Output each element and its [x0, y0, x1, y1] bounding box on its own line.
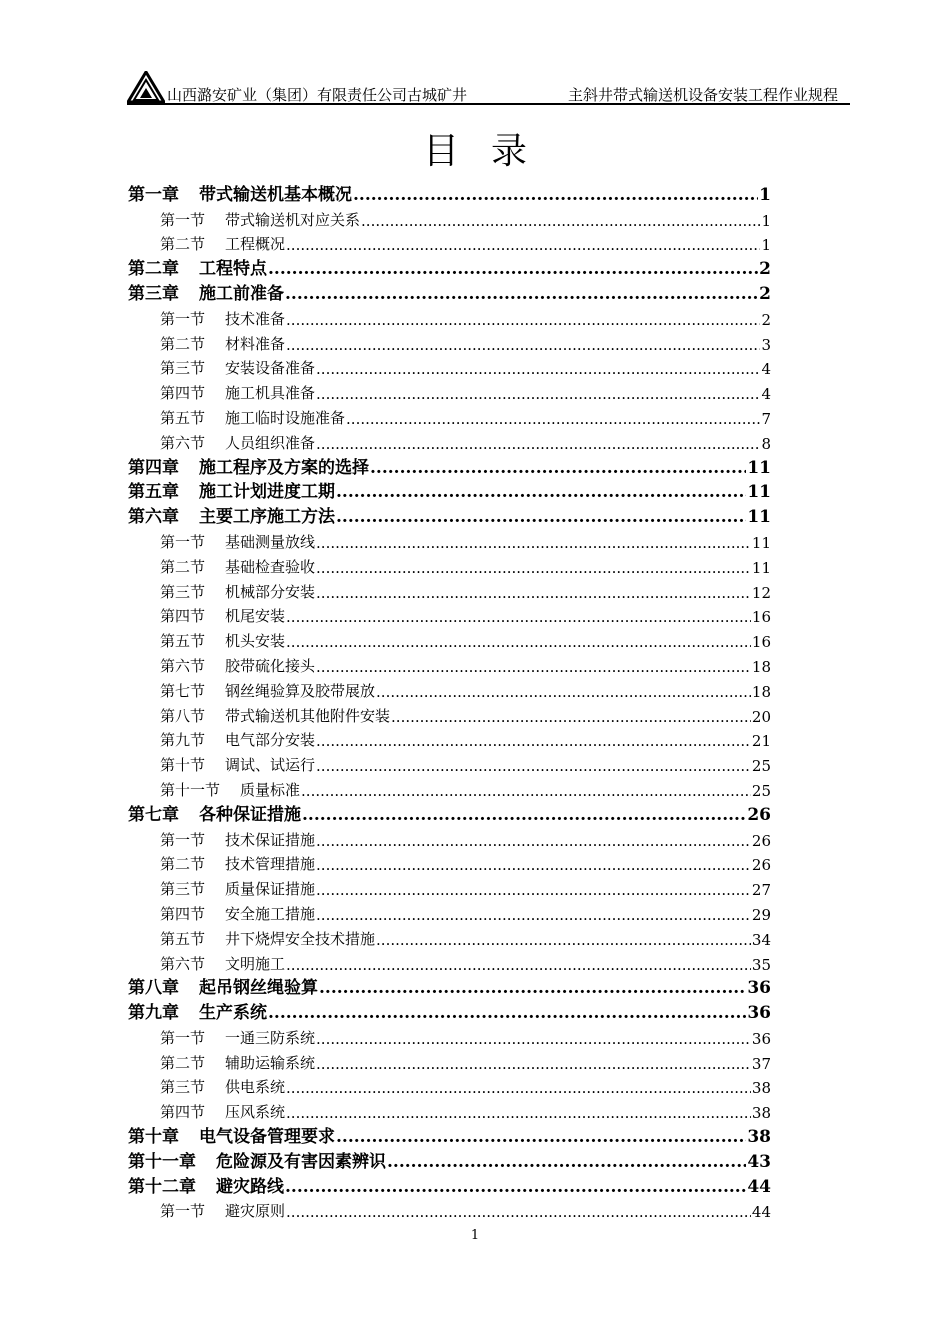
- toc-section-entry[interactable]: [128, 626, 771, 651]
- toc-section-entry[interactable]: [128, 577, 771, 602]
- toc-dot-leader: [286, 336, 760, 354]
- toc-dot-leader: [361, 212, 760, 230]
- toc-entry-number: 第九章: [128, 1003, 179, 1024]
- toc-dot-leader: [286, 956, 751, 974]
- toc-entry-number: 第一节: [160, 309, 206, 328]
- toc-page-number: 29: [751, 905, 771, 924]
- toc-chapter-entry[interactable]: [128, 1122, 771, 1147]
- toc-entry-title: 质量标准: [240, 780, 301, 799]
- toc-dot-leader: [316, 881, 751, 899]
- toc-dot-leader: [316, 906, 751, 924]
- toc-page-number: 12: [751, 583, 771, 602]
- toc-entry-title: 钢丝绳验算及胶带展放: [225, 681, 376, 700]
- toc-dot-leader: [336, 482, 746, 502]
- toc-section-entry[interactable]: [128, 701, 771, 726]
- toc-entry-title: 避灾路线: [216, 1176, 284, 1197]
- toc-entry-number: 第三节: [160, 582, 206, 601]
- toc-entry-title: 辅助运输系统: [225, 1053, 316, 1072]
- toc-chapter-entry[interactable]: [128, 1147, 771, 1172]
- toc-chapter-entry[interactable]: [128, 800, 771, 825]
- toc-entry-title: 机尾安装: [225, 607, 286, 626]
- toc-page-number: 11: [751, 533, 771, 552]
- toc-dot-leader: [316, 385, 760, 403]
- toc-entry-number: 第二节: [160, 334, 206, 353]
- toc-entry-number: 第三章: [128, 283, 179, 304]
- toc-entry-number: 第六章: [128, 507, 179, 528]
- toc-page-number: 2: [759, 283, 771, 304]
- toc-section-entry[interactable]: [128, 726, 771, 751]
- toc-section-entry[interactable]: [128, 924, 771, 949]
- toc-entry-title: 压风系统: [225, 1103, 286, 1122]
- toc-entry-title: 各种保证措施: [199, 804, 301, 825]
- toc-entry-title: 技术准备: [225, 309, 286, 328]
- toc-entry-title: 带式输送机其他附件安装: [225, 706, 391, 725]
- toc-entry-number: 第六节: [160, 656, 206, 675]
- toc-entry-title: 材料准备: [225, 334, 286, 353]
- toc-page-number: 34: [751, 930, 771, 949]
- toc-dot-leader: [370, 458, 746, 478]
- toc-page-number: 11: [747, 507, 771, 528]
- toc-section-entry[interactable]: [128, 552, 771, 577]
- toc-page-number: 18: [751, 657, 771, 676]
- toc-entry-title: 施工临时设施准备: [225, 408, 346, 427]
- toc-section-entry[interactable]: [128, 428, 771, 453]
- toc-dot-leader: [316, 658, 751, 676]
- toc-section-entry[interactable]: [128, 205, 771, 230]
- toc-page-number: 1: [759, 184, 771, 205]
- toc-dot-leader: [316, 1030, 751, 1048]
- toc-entry-number: 第四节: [160, 1103, 206, 1122]
- toc-page-number: 44: [747, 1176, 771, 1197]
- toc-entry-title: 一通三防系统: [225, 1028, 316, 1047]
- toc-page-number: 36: [751, 1029, 771, 1048]
- toc-entry-number: 第四章: [128, 457, 179, 478]
- toc-entry-title: 井下烧焊安全技术措施: [225, 929, 376, 948]
- toc-dot-leader: [301, 782, 751, 800]
- toc-entry-number: 第三节: [160, 1078, 206, 1097]
- toc-entry-number: 第一节: [160, 1202, 206, 1221]
- toc-entry-number: 第二节: [160, 557, 206, 576]
- toc-page-number: 8: [761, 434, 771, 453]
- toc-page-number: 4: [761, 360, 771, 379]
- toc-entry-number: 第五章: [128, 482, 179, 503]
- toc-entry-number: 第六节: [160, 433, 206, 452]
- toc-dot-leader: [316, 856, 751, 874]
- toc-dot-leader: [316, 435, 760, 453]
- toc-section-entry[interactable]: [128, 1073, 771, 1098]
- toc-dot-leader: [286, 633, 751, 651]
- toc-page-number: 38: [751, 1079, 771, 1098]
- toc-dot-leader: [285, 284, 758, 304]
- toc-page-number: 7: [761, 409, 771, 428]
- toc-page-number: 18: [751, 682, 771, 701]
- toc-entry-number: 第五节: [160, 929, 206, 948]
- toc-dot-leader: [316, 757, 751, 775]
- toc-entry-title: 危险源及有害因素辨识: [216, 1151, 386, 1172]
- toc-page-number: 37: [751, 1054, 771, 1073]
- toc-entry-number: 第五节: [160, 632, 206, 651]
- toc-entry-number: 第六节: [160, 954, 206, 973]
- toc-entry-title: 机头安装: [225, 632, 286, 651]
- toc-entry-title: 基础测量放线: [225, 532, 316, 551]
- toc-dot-leader: [336, 1127, 746, 1147]
- toc-dot-leader: [285, 1177, 746, 1197]
- page-number: 1: [470, 1228, 480, 1243]
- toc-page-number: 2: [759, 259, 771, 280]
- toc-entry-title: 机械部分安装: [225, 582, 316, 601]
- company-name: 山西潞安矿业（集团）有限责任公司古城矿井: [167, 86, 468, 104]
- toc-page-number: 4: [761, 385, 771, 404]
- toc-page-number: 3: [761, 335, 771, 354]
- toc-section-entry[interactable]: [128, 651, 771, 676]
- toc-entry-title: 避灾原则: [225, 1202, 286, 1221]
- toc-section-entry[interactable]: [128, 825, 771, 850]
- toc-entry-number: 第七章: [128, 804, 179, 825]
- toc-page-number: 35: [751, 955, 771, 974]
- toc-section-entry[interactable]: [128, 676, 771, 701]
- toc-entry-number: 第八章: [128, 978, 179, 999]
- toc-dot-leader: [286, 1104, 751, 1122]
- toc-page-number: 38: [747, 1127, 771, 1148]
- toc-dot-leader: [286, 236, 760, 254]
- toc-page-number: 36: [747, 978, 771, 999]
- toc-dot-leader: [346, 410, 760, 428]
- toc-dot-leader: [316, 360, 760, 378]
- toc-page-number: 38: [751, 1104, 771, 1123]
- header-rule: [127, 103, 850, 105]
- toc-entry-number: 第二章: [128, 259, 179, 280]
- toc-chapter-entry[interactable]: [128, 279, 771, 304]
- toc-entry-number: 第十一章: [128, 1151, 196, 1172]
- toc-section-entry[interactable]: [128, 354, 771, 379]
- toc-chapter-entry[interactable]: [128, 502, 771, 527]
- toc-dot-leader: [286, 1079, 751, 1097]
- toc-entry-title: 调试、试运行: [225, 756, 316, 775]
- toc-page-number: 36: [747, 1003, 771, 1024]
- toc-page-number: 43: [747, 1151, 771, 1172]
- toc-entry-title: 质量保证措施: [225, 880, 316, 899]
- toc-section-entry[interactable]: [128, 527, 771, 552]
- toc-dot-leader: [376, 931, 751, 949]
- toc-entry-number: 第一节: [160, 830, 206, 849]
- toc-entry-number: 第十一节: [160, 780, 221, 799]
- toc-section-entry[interactable]: [128, 1197, 771, 1222]
- toc-section-entry[interactable]: [128, 750, 771, 775]
- toc-dot-leader: [268, 259, 758, 279]
- toc-dot-leader: [316, 732, 751, 750]
- toc-dot-leader: [391, 708, 751, 726]
- toc-entry-title: 施工前准备: [199, 283, 284, 304]
- toc-section-entry[interactable]: [128, 1023, 771, 1048]
- toc-entry-number: 第十节: [160, 756, 206, 775]
- toc-dot-leader: [316, 832, 751, 850]
- toc-section-entry[interactable]: [128, 775, 771, 800]
- toc-page-number: 11: [751, 558, 771, 577]
- toc-section-entry[interactable]: [128, 304, 771, 329]
- toc-entry-title: 施工机具准备: [225, 384, 316, 403]
- toc-entry-title: 工程特点: [199, 259, 267, 280]
- toc-section-entry[interactable]: [128, 949, 771, 974]
- toc-entry-number: 第四节: [160, 904, 206, 923]
- toc-entry-title: 技术管理措施: [225, 855, 316, 874]
- toc-dot-leader: [302, 805, 746, 825]
- toc-page-number: 26: [751, 856, 771, 875]
- toc-dot-leader: [316, 584, 751, 602]
- toc-entry-number: 第三节: [160, 880, 206, 899]
- toc-entry-title: 主要工序施工方法: [199, 507, 335, 528]
- toc-entry-title: 安装设备准备: [225, 359, 316, 378]
- toc-entry-number: 第五节: [160, 408, 206, 427]
- toc-entry-number: 第八节: [160, 706, 206, 725]
- table-of-contents: [128, 180, 771, 1221]
- toc-page-number: 25: [751, 781, 771, 800]
- toc-dot-leader: [316, 559, 751, 577]
- toc-entry-title: 工程概况: [225, 235, 286, 254]
- toc-section-entry[interactable]: [128, 899, 771, 924]
- toc-entry-title: 安全施工措施: [225, 904, 316, 923]
- toc-chapter-entry[interactable]: [128, 478, 771, 503]
- toc-section-entry[interactable]: [128, 230, 771, 255]
- toc-chapter-entry[interactable]: [128, 180, 771, 205]
- toc-chapter-entry[interactable]: [128, 254, 771, 279]
- toc-entry-title: 人员组织准备: [225, 433, 316, 452]
- toc-entry-title: 胶带硫化接头: [225, 656, 316, 675]
- toc-dot-leader: [286, 1203, 751, 1221]
- toc-chapter-entry[interactable]: [128, 453, 771, 478]
- toc-section-entry[interactable]: [128, 602, 771, 627]
- toc-entry-title: 起吊钢丝绳验算: [199, 978, 318, 999]
- toc-entry-title: 电气设备管理要求: [199, 1127, 335, 1148]
- toc-entry-number: 第一章: [128, 184, 179, 205]
- toc-entry-number: 第一节: [160, 1028, 206, 1047]
- toc-entry-number: 第二节: [160, 235, 206, 254]
- toc-dot-leader: [286, 608, 751, 626]
- toc-entry-number: 第三节: [160, 359, 206, 378]
- toc-entry-number: 第二节: [160, 1053, 206, 1072]
- toc-entry-number: 第七节: [160, 681, 206, 700]
- toc-dot-leader: [376, 683, 751, 701]
- toc-dot-leader: [268, 1003, 746, 1023]
- company-logo-icon: [127, 71, 165, 103]
- toc-page-number: 16: [751, 633, 771, 652]
- toc-entry-number: 第十二章: [128, 1176, 196, 1197]
- toc-chapter-entry[interactable]: [128, 974, 771, 999]
- toc-dot-leader: [286, 311, 760, 329]
- toc-dot-leader: [336, 507, 746, 527]
- toc-section-entry[interactable]: [128, 874, 771, 899]
- toc-page-number: 26: [751, 831, 771, 850]
- toc-page-number: 16: [751, 608, 771, 627]
- toc-entry-title: 供电系统: [225, 1078, 286, 1097]
- toc-entry-title: 带式输送机对应关系: [225, 210, 361, 229]
- toc-entry-number: 第二节: [160, 855, 206, 874]
- toc-section-entry[interactable]: [128, 329, 771, 354]
- toc-entry-number: 第一节: [160, 532, 206, 551]
- toc-entry-title: 施工计划进度工期: [199, 482, 335, 503]
- toc-page-number: 44: [751, 1203, 771, 1222]
- toc-page-number: 27: [751, 881, 771, 900]
- toc-title: 目录: [422, 131, 559, 172]
- toc-entry-number: 第一节: [160, 210, 206, 229]
- toc-entry-number: 第四节: [160, 384, 206, 403]
- toc-section-entry[interactable]: [128, 1097, 771, 1122]
- page-header: [127, 68, 850, 104]
- toc-page-number: 20: [751, 707, 771, 726]
- toc-chapter-entry[interactable]: [128, 1172, 771, 1197]
- toc-dot-leader: [316, 1055, 751, 1073]
- toc-page-number: 2: [761, 310, 771, 329]
- toc-entry-title: 带式输送机基本概况: [199, 184, 352, 205]
- toc-entry-title: 技术保证措施: [225, 830, 316, 849]
- toc-section-entry[interactable]: [128, 850, 771, 875]
- toc-dot-leader: [353, 185, 758, 205]
- toc-entry-title: 电气部分安装: [225, 731, 316, 750]
- toc-page-number: 1: [761, 211, 771, 230]
- toc-page-number: 21: [751, 732, 771, 751]
- toc-page-number: 1: [761, 236, 771, 255]
- toc-entry-title: 生产系统: [199, 1003, 267, 1024]
- toc-section-entry[interactable]: [128, 1048, 771, 1073]
- toc-dot-leader: [387, 1152, 746, 1172]
- toc-page-number: 26: [747, 804, 771, 825]
- toc-dot-leader: [319, 978, 746, 998]
- toc-page-number: 11: [747, 457, 771, 478]
- toc-chapter-entry[interactable]: [128, 998, 771, 1023]
- toc-page-number: 25: [751, 757, 771, 776]
- toc-dot-leader: [316, 534, 751, 552]
- toc-section-entry[interactable]: [128, 378, 771, 403]
- toc-entry-title: 基础检查验收: [225, 557, 316, 576]
- toc-entry-title: 施工程序及方案的选择: [199, 457, 369, 478]
- toc-page-number: 11: [747, 482, 771, 503]
- toc-entry-number: 第十章: [128, 1127, 179, 1148]
- toc-section-entry[interactable]: [128, 403, 771, 428]
- toc-entry-number: 第九节: [160, 731, 206, 750]
- toc-entry-title: 文明施工: [225, 954, 286, 973]
- project-name: 主斜井带式输送机设备安装工程作业规程: [567, 86, 838, 104]
- toc-entry-number: 第四节: [160, 607, 206, 626]
